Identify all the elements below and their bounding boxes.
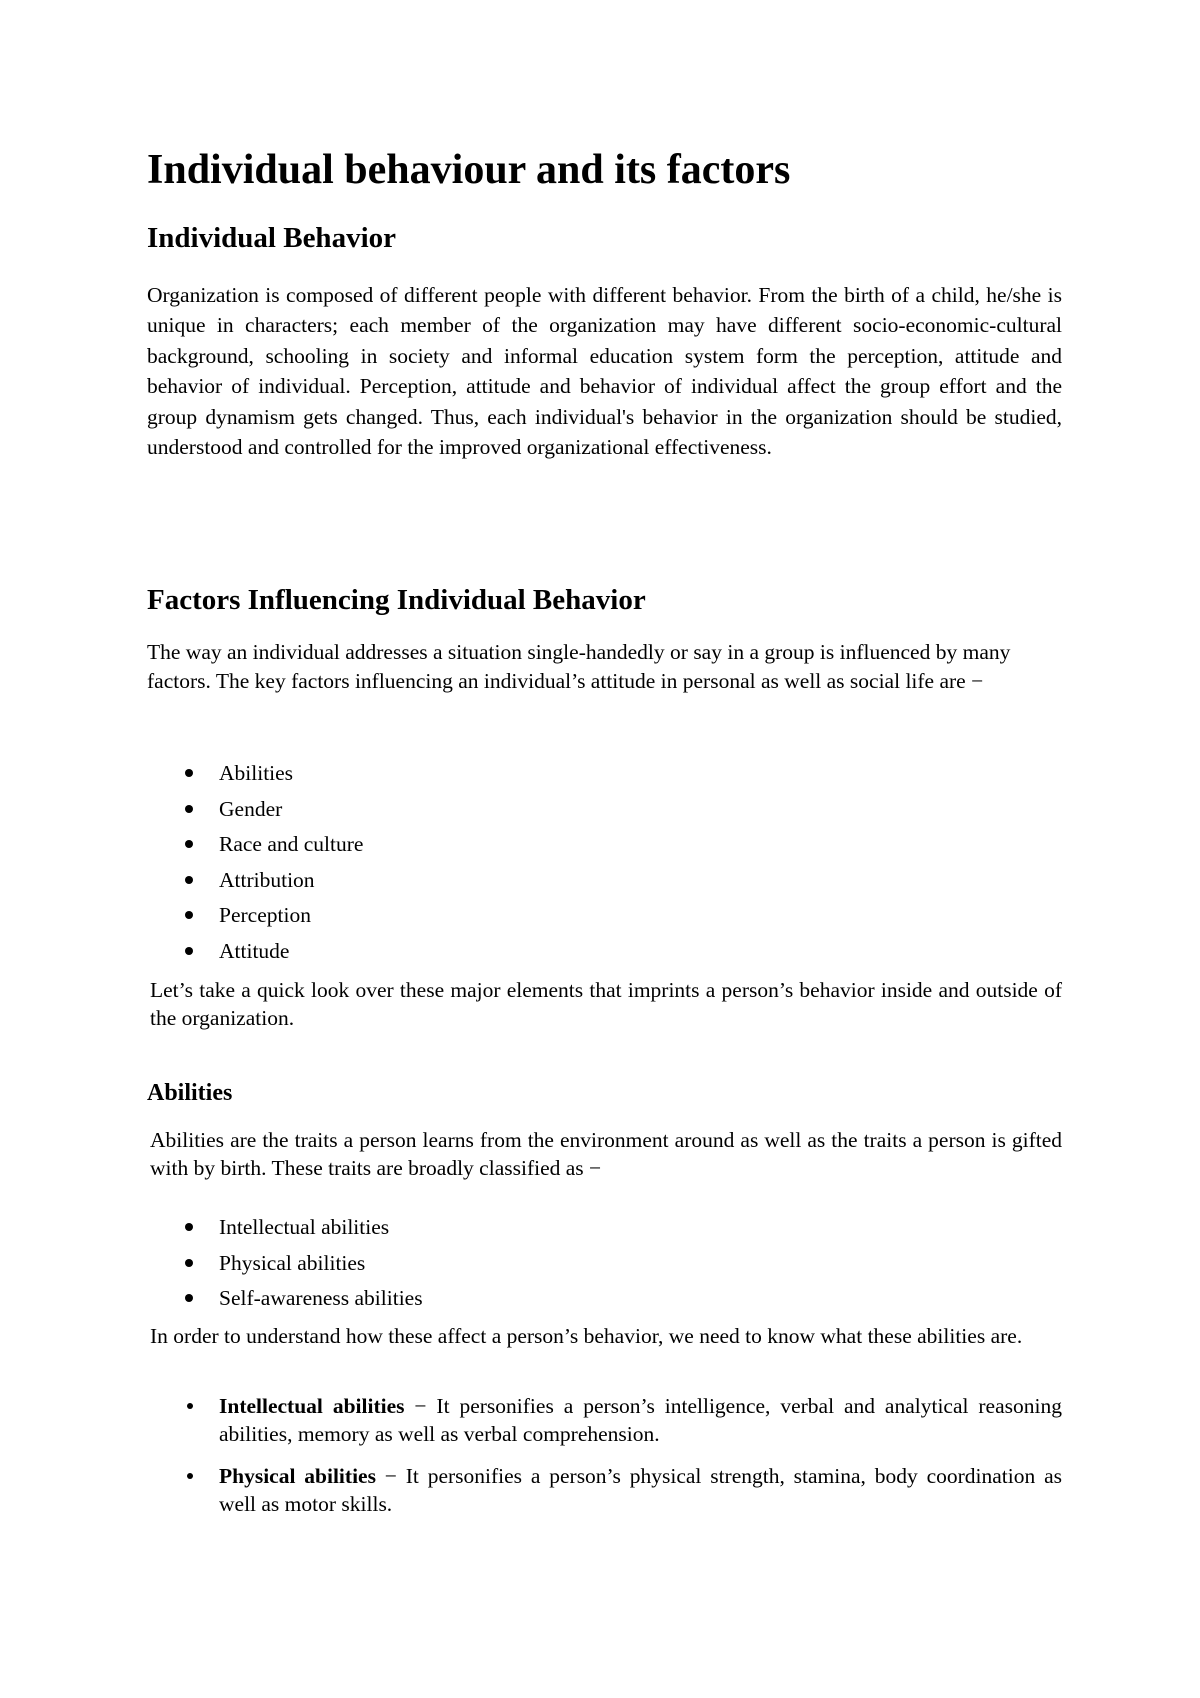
abilities-types-list [185, 1210, 423, 1317]
bullet-icon [185, 1223, 193, 1231]
abilities-bridge-paragraph: In order to understand how these affect a person’s behavior, we need to know what these abilities are. [150, 1324, 1023, 1348]
list-item [185, 863, 363, 899]
definition-term: Intellectual abilities [219, 1394, 405, 1418]
list-item [185, 1462, 1062, 1518]
list-item-label: Intellectual abilities [219, 1215, 390, 1239]
list-item-label: Physical abilities [219, 1250, 366, 1275]
list-item [185, 934, 363, 970]
definition-term: Physical abilities [219, 1464, 376, 1488]
bullet-icon [185, 1294, 193, 1302]
list-item-label: Attitude [219, 938, 290, 963]
list-item-label: Attribution [219, 867, 315, 892]
factors-intro-paragraph: The way an individual addresses a situation single-handedly or say in a group is influenced by many factors. The key factors influencing an individual’s attitude in personal as well as social life are − [147, 640, 1011, 693]
factors-list [185, 756, 363, 969]
bullet-icon [185, 805, 193, 813]
list-item-label: Gender [219, 796, 283, 821]
list-item [185, 898, 363, 934]
abilities-intro-block [150, 1126, 1062, 1182]
factors-outro-paragraph: Let’s take a quick look over these major elements that imprints a person’s behavior inside and outside of the organization. [150, 978, 1062, 1030]
factors-intro-block [147, 638, 1047, 696]
list-item-label: Race and culture [219, 832, 364, 856]
bullet-icon [185, 876, 193, 884]
bullet-icon [187, 1473, 193, 1479]
list-item-label: Abilities [219, 761, 294, 785]
individual-behavior-paragraph: Organization is composed of different people with different behavior. From the birth of a child, he/she is unique in characters; each member of the organization may have different socio-economic-cultural background, schooling in society and informal education system form the perception, attitude and behavior of individual. Perception, attitude and behavior of individual affect the group effort and the group dynamism gets changed. Thus, each individual's behavior in the organization should be studied, understood and controlled for the improved organizational effectiveness. [147, 283, 1062, 460]
section-heading-individual-behavior: Individual Behavior [147, 222, 396, 254]
list-item-label: Self-awareness abilities [219, 1286, 423, 1310]
list-item [185, 1210, 423, 1246]
definition-text: − It personifies a person’s physical strength, stamina, body coordination as well as motor skills. [219, 1464, 1062, 1516]
bullet-icon [187, 1403, 193, 1409]
list-item-label: Perception [219, 903, 311, 927]
factors-outro-block [150, 976, 1062, 1032]
individual-behavior-paragraph-block [147, 280, 1062, 462]
abilities-intro-paragraph: Abilities are the traits a person learns from the environment around as well as the traits a person is gifted with by birth. These traits are broadly classified as − [150, 1128, 1062, 1180]
list-item [185, 792, 363, 828]
bullet-icon [185, 947, 193, 955]
bullet-icon [185, 911, 193, 919]
section-heading-factors: Factors Influencing Individual Behavior [147, 584, 646, 616]
bullet-icon [185, 840, 193, 848]
abilities-definitions-list [185, 1392, 1062, 1532]
bullet-icon [185, 769, 193, 777]
list-item [185, 1246, 423, 1282]
definition-text: − It personifies a person’s intelligence, verbal and analytical reasoning abilities, memory as well as verbal comprehension. [219, 1394, 1062, 1446]
list-item [185, 1281, 423, 1317]
abilities-bridge-block [150, 1322, 1062, 1350]
document-title: Individual behaviour and its factors [147, 147, 791, 193]
list-item [185, 827, 363, 863]
subsection-heading-abilities: Abilities [147, 1080, 233, 1106]
list-item [185, 1392, 1062, 1448]
list-item [185, 756, 363, 792]
bullet-icon [185, 1259, 193, 1267]
